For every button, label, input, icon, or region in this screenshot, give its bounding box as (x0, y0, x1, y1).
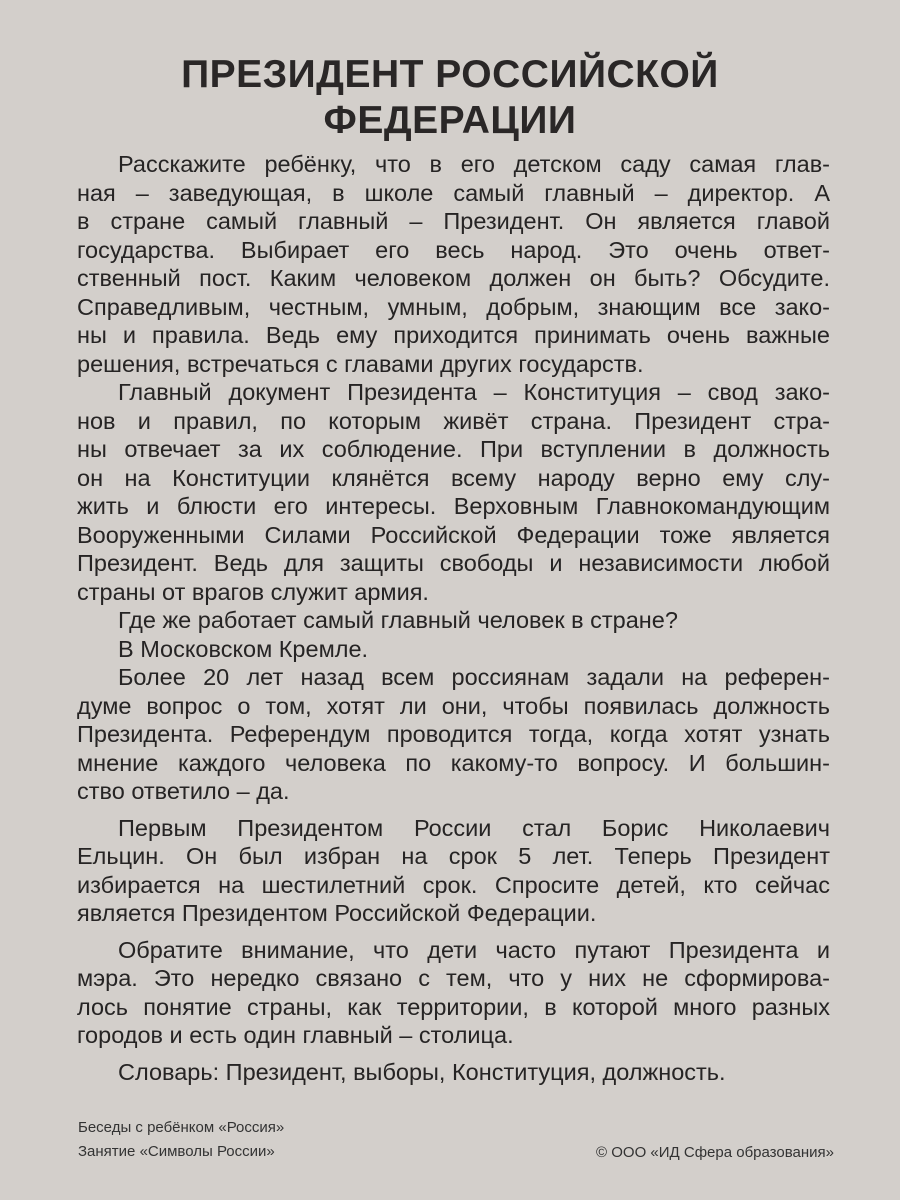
text-line: Более 20 лет назад всем россиянам задали на референ- (118, 664, 830, 690)
text-line: жить и блюсти его интересы. Верховным Главнокомандующим (77, 493, 830, 519)
text-line: Президент. Ведь для защиты свободы и независимости любой (77, 550, 830, 576)
paragraph (77, 150, 830, 378)
article-body (77, 150, 830, 1086)
copyright: © ООО «ИД Сфера образования» (596, 1144, 834, 1161)
text-line: Ельцин. Он был избран на срок 5 лет. Теперь Президент (77, 843, 830, 869)
title-line: ФЕДЕРАЦИИ (323, 99, 577, 142)
text-line: страны от врагов служит армия. (77, 578, 429, 605)
text-line: Вооруженными Силами Российской Федерации тоже является (77, 521, 830, 548)
text-line: государства. Выбирает его весь народ. Это очень ответ- (77, 236, 830, 263)
text-line: Обратите внимание, что дети часто путают Президента и (118, 936, 830, 963)
text-line: мэра. Это нередко связано с тем, что у них не сформирова- (77, 965, 830, 991)
text-line: В Московском Кремле. (118, 635, 369, 662)
text-line: думе вопрос о том, хотят ли они, чтобы появилась должность (77, 692, 830, 719)
text-line: он на Конституции клянётся всему народу верно ему слу- (77, 464, 830, 491)
text-line: Главный документ Президента – Конституция – свод зако- (118, 379, 830, 405)
text-line: ная – заведующая, в школе самый главный – директор. А (77, 179, 830, 206)
footer-left (78, 1116, 284, 1164)
paragraph (77, 936, 830, 1050)
text-line: лось понятие страны, как территории, в которой много разных (77, 993, 830, 1020)
text-line: Словарь: Президент, выборы, Конституция, должность. (118, 1058, 726, 1085)
text-line: Расскажите ребёнку, что в его детском саду самая глав- (118, 151, 830, 177)
text-line: мнение каждого человека по какому-то вопросу. И большин- (77, 749, 830, 776)
text-line: городов и есть один главный – столица. (77, 1022, 514, 1048)
title-line: ПРЕЗИДЕНТ РОССИЙСКОЙ (181, 53, 719, 96)
paragraph (77, 378, 830, 606)
text-line: избирается на шестилетний срок. Спросите детей, кто сейчас (77, 871, 830, 898)
lesson-name: Занятие «Символы России» (78, 1143, 275, 1160)
text-line: ство ответило – да. (77, 778, 290, 804)
paragraph (77, 1058, 830, 1087)
page-title (0, 52, 900, 144)
text-line: Первым Президентом России стал Борис Николаевич (118, 814, 830, 841)
paragraph (77, 606, 830, 635)
text-line: решения, встречаться с главами других государств. (77, 350, 644, 377)
text-line: Где же работает самый главный человек в стране? (118, 607, 678, 633)
text-line: ны отвечает за их соблюдение. При вступлении в должность (77, 436, 830, 462)
text-line: нов и правил, по которым живёт страна. Президент стра- (77, 407, 830, 434)
text-line: ственный пост. Каким человеком должен он быть? Обсудите. (77, 265, 830, 291)
text-line: ны и правила. Ведь ему приходится принимать очень важные (77, 322, 830, 348)
paragraph (77, 814, 830, 928)
text-line: в стране самый главный – Президент. Он является главой (77, 208, 830, 234)
paragraph (77, 635, 830, 664)
text-line: является Президентом Российской Федерации. (77, 900, 597, 926)
paragraph (77, 663, 830, 806)
text-line: Справедливым, честным, умным, добрым, знающим все зако- (77, 293, 830, 320)
series-name: Беседы с ребёнком «Россия» (78, 1119, 285, 1136)
text-line: Президента. Референдум проводится тогда, когда хотят узнать (77, 721, 830, 747)
